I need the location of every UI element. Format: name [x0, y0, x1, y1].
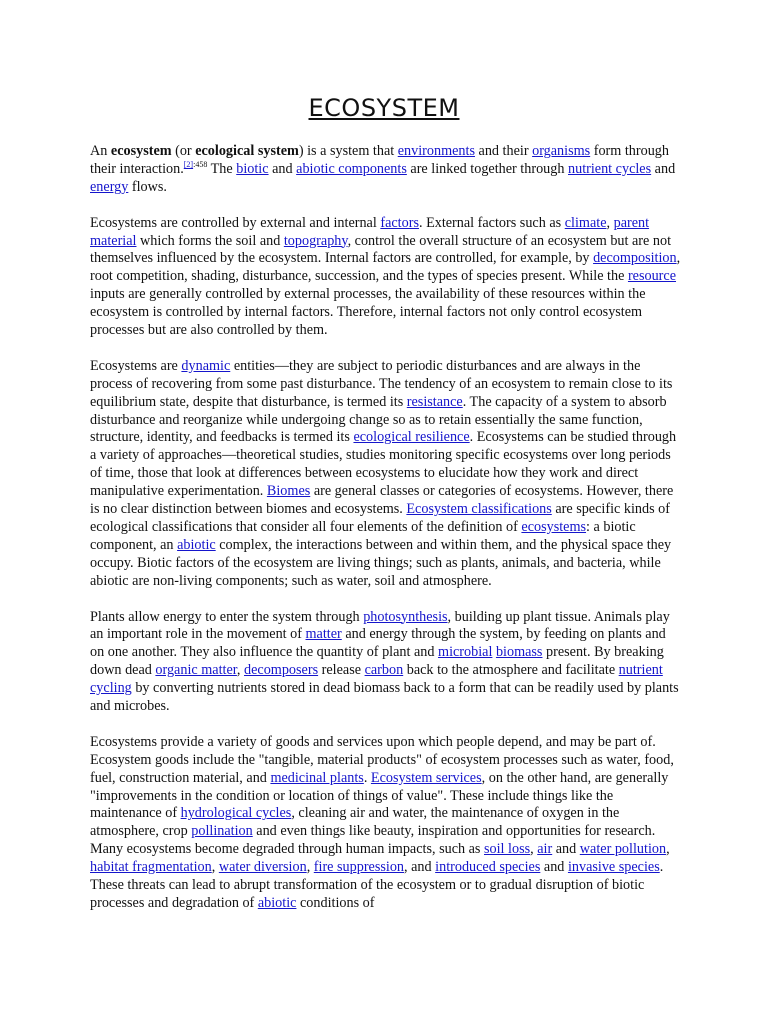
- inline-link[interactable]: parent material: [90, 214, 650, 249]
- bold-term: ecological system: [195, 143, 299, 159]
- citation-superscript[interactable]: [184, 160, 193, 169]
- text-run: ,: [306, 859, 314, 876]
- inline-link[interactable]: introduced species: [435, 859, 541, 876]
- inline-link[interactable]: ecosystems: [521, 519, 587, 535]
- text-run: inputs are generally controlled by external processes, the availability of these resources within the ecosystem is controlled by internal factors. Therefore, internal factors not only control ecosystem processes but are also controlled by them.: [90, 286, 646, 339]
- text-run: An: [90, 143, 111, 159]
- text-run: Ecosystems provide a variety of goods and services upon which people depend, and may be part of. Ecosystem goods include the "tangible, material products" of ecosystem processes such as water, food, fuel, construction material, and: [90, 733, 674, 786]
- inline-link[interactable]: fire suppression: [313, 859, 405, 876]
- text-run: .: [363, 769, 371, 786]
- paragraph-4: [90, 609, 682, 716]
- inline-link[interactable]: [2]: [183, 159, 194, 169]
- inline-link[interactable]: photosynthesis: [363, 608, 448, 625]
- inline-link[interactable]: abiotic components: [296, 160, 407, 177]
- inline-link[interactable]: medicinal plants: [270, 769, 364, 786]
- text-run: : a biotic component, an: [90, 519, 636, 553]
- text-run: , control the overall structure of an ecosystem but are not themselves influenced by the ecosystem. Internal factors are controlled, for example, by: [90, 232, 672, 267]
- text-run: and: [268, 160, 297, 177]
- text-run: (or: [171, 143, 196, 159]
- text-run: complex, the interactions between and within them, and the physical space they occupy. Biotic factors of the ecosystem are living things; such as plants, animals, and bacteria, while abiotic are non-living components; such as water, soil and atmosphere.: [90, 536, 672, 589]
- inline-link[interactable]: carbon: [364, 662, 404, 679]
- text-run: and: [540, 859, 568, 876]
- paragraph-1: [90, 143, 682, 197]
- article-body: [90, 143, 682, 931]
- inline-link[interactable]: resource: [627, 268, 677, 285]
- inline-link[interactable]: air: [537, 841, 553, 858]
- inline-link[interactable]: hydrological cycles: [180, 805, 292, 822]
- inline-link[interactable]: habitat fragmentation: [90, 859, 212, 876]
- inline-link[interactable]: ecological resilience: [353, 429, 470, 446]
- text-run: , building up plant tissue. Animals play an important role in the movement of: [90, 608, 670, 643]
- text-run: . The capacity of a system to absorb disturbance and reorganize while undergoing change so as to retain essentially the same function, structure, identity, and feedbacks is termed its: [90, 393, 667, 446]
- text-run: . These threats can lead to abrupt transformation of the ecosystem or to gradual disruption of biotic processes and degradation of: [90, 859, 664, 911]
- text-run: , and: [404, 859, 436, 876]
- text-run: and: [552, 841, 580, 858]
- inline-link[interactable]: environments: [397, 143, 475, 159]
- text-run: , root competition, shading, disturbance, succession, and the types of species present. While the: [90, 250, 681, 285]
- text-run: form through their interaction.: [90, 143, 669, 177]
- text-run: entities—they are subject to periodic disturbances and are always in the process of recovering from some past disturbance. The tendency of an ecosystem to remain close to its equilibrium state, despite that disturbance, is termed its: [90, 357, 673, 410]
- text-run: , cleaning air and water, the maintenance of oxygen in the atmosphere, crop: [90, 805, 620, 840]
- text-run: by converting nutrients stored in dead biomass back to a form that can be readily used by plants and microbes.: [90, 680, 679, 715]
- text-run: and energy through the system, by feeding on plants and on one another. They also influence the quantity of plant and: [90, 626, 666, 661]
- inline-link[interactable]: dynamic: [181, 357, 231, 374]
- inline-link[interactable]: soil loss: [484, 841, 531, 858]
- inline-link[interactable]: pollination: [191, 823, 253, 840]
- inline-link[interactable]: Ecosystem classifications: [406, 501, 552, 518]
- text-run: ) is a system that: [298, 143, 398, 159]
- inline-link[interactable]: abiotic: [257, 895, 297, 911]
- text-run: ,: [666, 841, 670, 858]
- text-run: . Ecosystems can be studied through a variety of approaches—theoretical studies, studies monitoring specific ecosystems over long periods of time, those that look at differences between ecosystems to elucidate how they work and direct manipulative experimentation.: [90, 429, 677, 500]
- text-run: back to the atmosphere and facilitate: [403, 662, 619, 679]
- inline-link[interactable]: microbial: [438, 644, 493, 661]
- text-run: conditions of: [296, 895, 375, 911]
- text-run: are linked together through: [406, 160, 568, 177]
- paragraph-2: [90, 215, 682, 340]
- text-run: and their: [474, 143, 533, 159]
- text-run: :458: [193, 159, 208, 169]
- inline-link[interactable]: water diversion: [218, 859, 307, 876]
- inline-link[interactable]: resistance: [406, 393, 463, 410]
- inline-link[interactable]: abiotic: [177, 536, 216, 553]
- text-run: are general classes or categories of ecosystems. However, there is no clear distinction between biomes and ecosystems.: [90, 483, 674, 518]
- inline-link[interactable]: biotic: [236, 160, 269, 177]
- text-run: . External factors such as: [418, 214, 565, 231]
- inline-link[interactable]: climate: [564, 214, 607, 231]
- inline-link[interactable]: biomass: [495, 644, 543, 661]
- text-run: and even things like beauty, inspiration and opportunities for research. Many ecosystems become degraded through human impacts, such as: [90, 823, 656, 858]
- text-run: flows.: [128, 178, 167, 195]
- text-run: are specific kinds of ecological classifications that consider all four elements of the definition of: [90, 501, 670, 535]
- inline-link[interactable]: organisms: [532, 143, 591, 159]
- inline-link[interactable]: Biomes: [266, 483, 311, 500]
- inline-link[interactable]: topography: [283, 232, 348, 249]
- citation-superscript: [193, 160, 207, 169]
- inline-link[interactable]: decomposition: [593, 250, 677, 267]
- text-run: present. By breaking down dead: [90, 644, 664, 679]
- text-run: and: [651, 160, 676, 177]
- paragraph-3: [90, 358, 682, 591]
- text-run: ,: [211, 859, 219, 876]
- inline-link[interactable]: nutrient cycles: [568, 160, 652, 177]
- paragraph-5: [90, 734, 682, 913]
- text-run: Ecosystems are: [90, 357, 182, 374]
- inline-link[interactable]: invasive species: [567, 859, 660, 876]
- text-run: Plants allow energy to enter the system through: [90, 608, 364, 625]
- inline-link[interactable]: water pollution: [579, 841, 667, 858]
- inline-link[interactable]: energy: [90, 178, 129, 195]
- text-run: ,: [530, 841, 538, 858]
- inline-link[interactable]: matter: [305, 626, 342, 643]
- text-run: Ecosystems are controlled by external and internal: [90, 214, 381, 231]
- inline-link[interactable]: factors: [380, 214, 419, 231]
- text-run: which forms the soil and: [136, 232, 284, 249]
- page-title: ECOSYSTEM: [308, 94, 460, 122]
- text-run: The: [207, 160, 237, 177]
- text-run: release: [318, 662, 365, 679]
- bold-term: ecosystem: [110, 143, 172, 159]
- inline-link[interactable]: decomposers: [244, 662, 319, 679]
- inline-link[interactable]: nutrient cycling: [90, 662, 663, 697]
- inline-link[interactable]: organic matter: [155, 662, 237, 679]
- text-run: ,: [606, 214, 614, 231]
- inline-link[interactable]: Ecosystem services: [370, 769, 482, 786]
- text-run: , on the other hand, are generally "improvements in the condition or location of things of value". These include things like the maintenance of: [90, 769, 669, 822]
- text-run: ,: [236, 662, 245, 679]
